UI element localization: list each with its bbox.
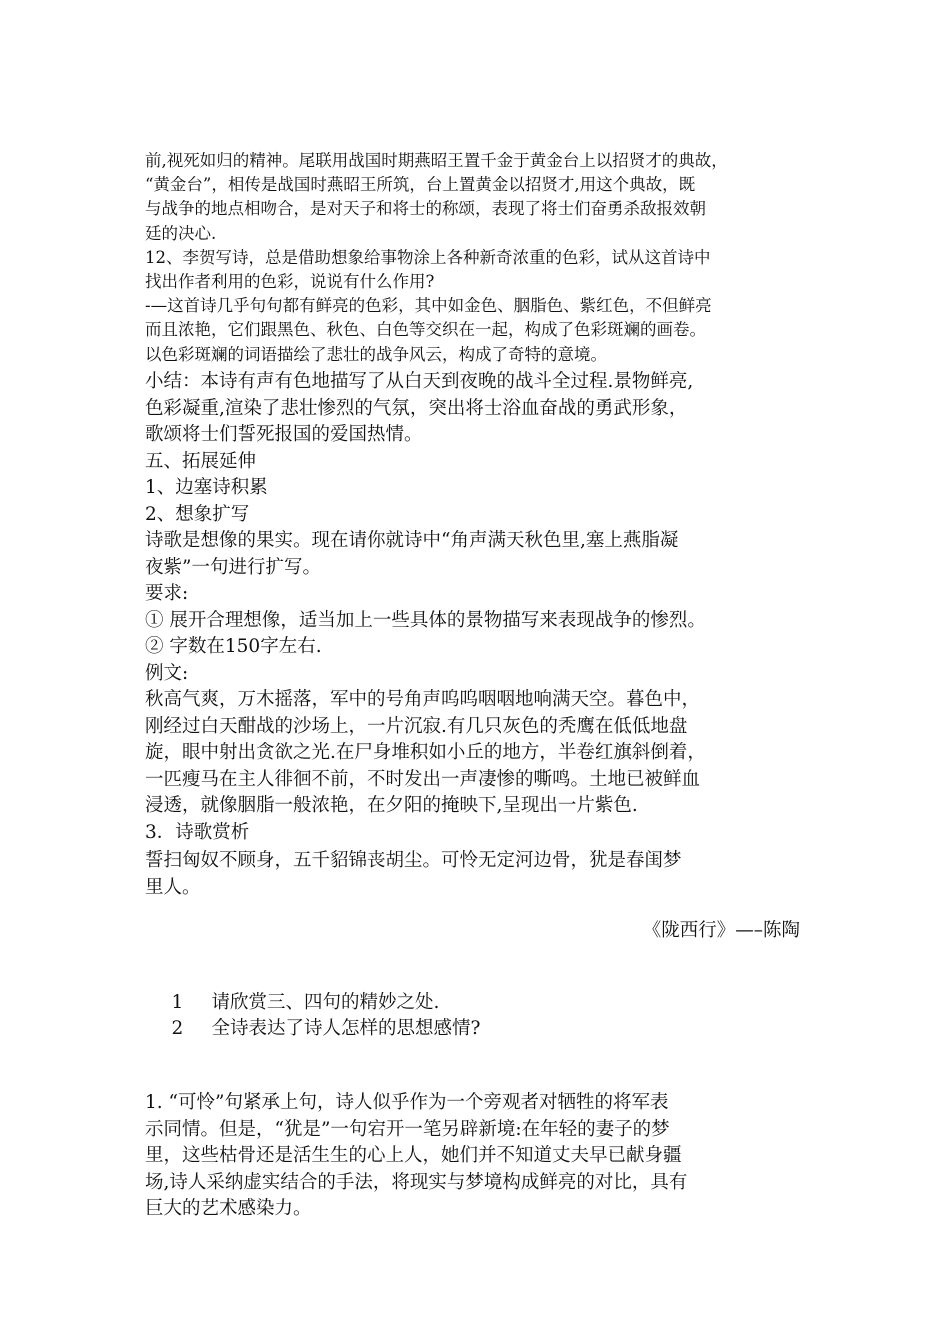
text-line: 而且浓艳，它们跟黑色、秋色、白色等交织在一起，构成了色彩斑斓的画卷。: [145, 320, 706, 340]
summary-line: 小结：本诗有声有色地描写了从白天到夜晚的战斗全过程.景物鲜亮,: [145, 371, 694, 392]
analysis-section: [145, 149, 825, 367]
answer-12: -—这首诗几乎句句都有鲜亮的色彩，其中如金色、胭脂色、紫红色，不但鲜亮: [145, 296, 712, 316]
text-line: 与战争的地点相吻合，是对天子和将士的称颂，表现了将士们奋勇杀敌报效朝: [145, 199, 706, 219]
summary-line: 歌颂将士们誓死报国的爱国热情。: [145, 424, 423, 445]
answer-line: 1. “可怜”句紧承上句，诗人似乎作为一个旁观者对牺牲的将军表: [145, 1092, 669, 1113]
question-12: 12、李贺写诗，总是借助想象给事物涂上各种新奇浓重的色彩，试从这首诗中: [145, 247, 711, 267]
question-number: 1: [171, 992, 184, 1013]
example-line: 秋高气爽，万木摇落，军中的号角声呜呜咽咽地响满天空。暮色中，: [145, 689, 701, 710]
answer-line: 场,诗人采纳虚实结合的手法，将现实与梦境构成鲜亮的对比，具有: [145, 1171, 688, 1193]
example-line: 浸透，就像胭脂一般浓艳，在夕阳的掩映下,呈现出一片紫色.: [145, 795, 638, 816]
poem-line: 里人。: [145, 876, 201, 898]
answer-line: 里，这些枯骨还是活生生的心上人，她们并不知道丈夫早已献身疆: [145, 1145, 682, 1166]
text-line: 找出作者利用的色彩，说说有什么作用?: [145, 272, 435, 292]
requirements-label: 要求:: [145, 583, 189, 604]
text-line: 廷的决心.: [145, 223, 217, 243]
question-number: 2: [171, 1018, 184, 1039]
text-line: 前,视死如归的精神。尾联用战国时期燕昭王置千金于黄金台上以招贤才的典故，: [145, 151, 728, 170]
subheading: 2、想象扩写: [145, 503, 250, 525]
summary-line: 色彩凝重,渲染了悲壮惨烈的气氛，突出将士浴血奋战的勇武形象，: [145, 397, 688, 419]
answer-line: 巨大的艺术感染力。: [145, 1198, 312, 1219]
example-label: 例文:: [145, 662, 189, 684]
subheading: 3．诗歌赏析: [145, 821, 250, 843]
text-line: 诗歌是想像的果实。现在请你就诗中“角声满天秋色里,塞上燕脂凝: [145, 530, 679, 551]
answer-line: 示同情。但是，“犹是”一句宕开一笔另辟新境:在年轻的妻子的梦: [145, 1118, 670, 1140]
example-line: 一匹瘦马在主人徘徊不前，不时发出一声凄惨的嘶鸣。土地已被鲜血: [145, 768, 701, 790]
text-line: 夜紫”一句进行扩写。: [145, 556, 321, 578]
answer-section: [145, 1090, 825, 1223]
text-line: “黄金台”，相传是战国时燕昭王所筑，台上置黄金以招贤才,用这个典故，既: [145, 175, 696, 195]
summary-section: [145, 369, 825, 846]
poem: [145, 848, 825, 901]
requirement-item: ① 展开合理想像，适当加上一些具体的景物描写来表现战争的惨烈。: [145, 609, 706, 631]
poem-attribution: 《陇西行》—–陈陶: [642, 920, 800, 941]
question-text: 请欣赏三、四句的精妙之处.: [211, 992, 440, 1013]
section-heading: 五、拓展延伸: [145, 450, 257, 472]
question-text: 全诗表达了诗人怎样的思想感情?: [211, 1018, 481, 1039]
text-line: 以色彩斑斓的词语描绘了悲壮的战争风云，构成了奇特的意境。: [145, 344, 607, 364]
poem-line: 誓扫匈奴不顾身，五千貂锦丧胡尘。可怜无定河边骨，犹是春闺梦: [145, 850, 682, 871]
subheading: 1、边塞诗积累: [145, 477, 268, 498]
question-item: [148, 993, 480, 1061]
example-line: 旋，眼中射出贪欲之光.在尸身堆积如小丘的地方，半卷红旗斜倒着，: [145, 742, 706, 763]
example-line: 刚经过白天酣战的沙场上，一片沉寂.有几只灰色的秃鹰在低低地盘: [145, 715, 688, 737]
requirement-item: ② 字数在150字左右.: [145, 636, 322, 657]
